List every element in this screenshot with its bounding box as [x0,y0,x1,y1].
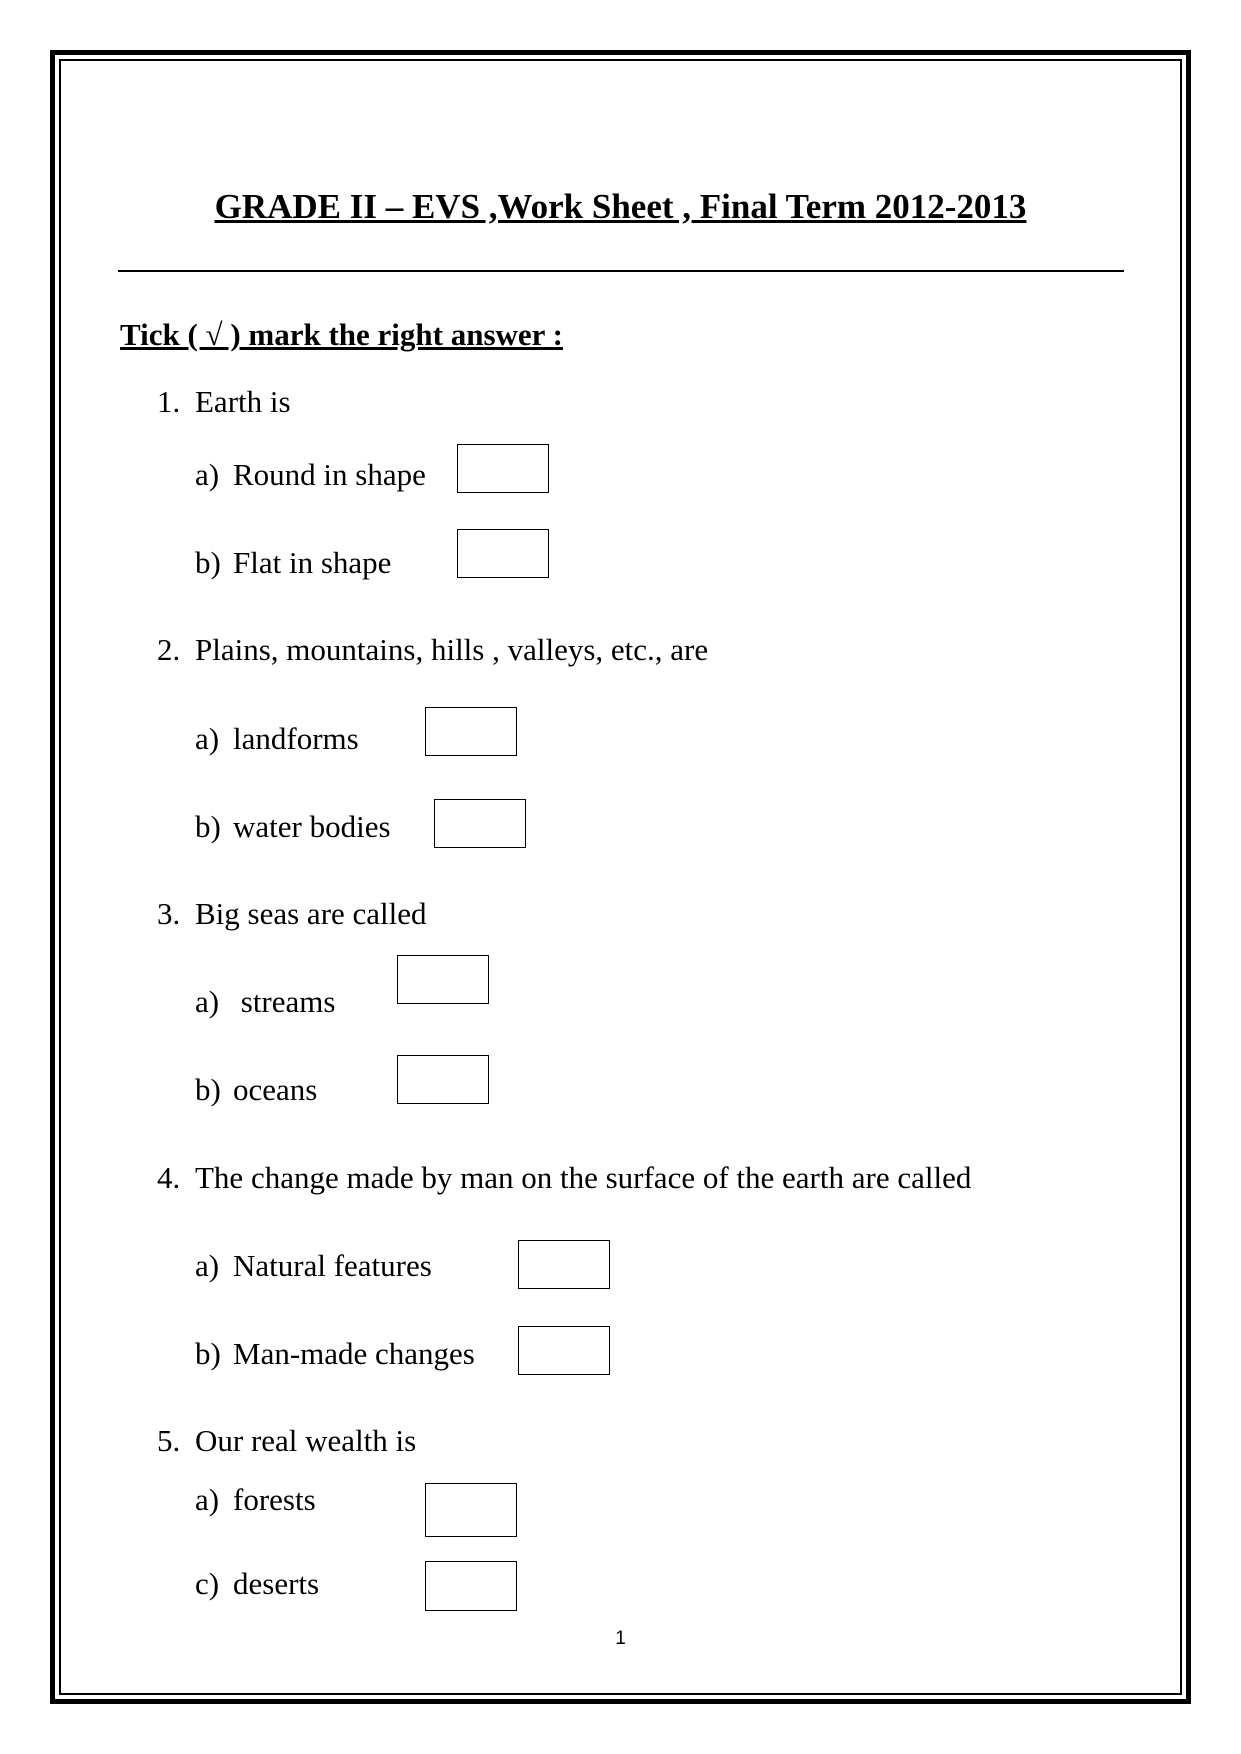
option-text: Man-made changes [233,1336,475,1371]
option-letter: a) [195,984,220,1019]
option-text: Round in shape [233,457,426,492]
question-number: 5. [157,1423,181,1458]
answer-box-5a[interactable] [425,1483,517,1537]
question-number: 3. [157,896,181,931]
answer-box-4b[interactable] [518,1326,610,1375]
option-text: Flat in shape [233,545,392,580]
answer-box-4a[interactable] [518,1240,610,1289]
answer-box-3b[interactable] [397,1055,489,1104]
option-letter: a) [195,1248,220,1283]
question-number: 2. [157,632,181,667]
option-text: oceans [233,1072,318,1107]
option-letter: b) [195,809,221,844]
option-letter: b) [195,1072,221,1107]
option-5a [195,1483,316,1517]
option-text: deserts [233,1566,320,1601]
question-4 [157,1161,971,1195]
question-2 [157,633,708,667]
option-1a [195,458,426,492]
question-text: Plains, mountains, hills , valleys, etc., are [195,632,709,667]
question-3 [157,897,427,931]
option-letter: b) [195,545,221,580]
option-4b [195,1337,475,1371]
worksheet-title: GRADE II – EVS ,Work Sheet , Final Term 2012-2013 [214,187,1027,226]
option-letter: a) [195,721,220,756]
question-number: 1. [157,384,181,419]
question-5 [157,1424,416,1458]
question-text: Our real wealth is [195,1423,417,1458]
answer-box-1a[interactable] [457,444,549,493]
answer-box-2a[interactable] [425,707,517,756]
answer-box-1b[interactable] [457,529,549,578]
title-divider [118,270,1124,272]
option-2b [195,810,391,844]
option-3b [195,1073,317,1107]
option-2a [195,722,359,756]
option-text: streams [233,984,336,1019]
answer-box-2b[interactable] [434,799,526,848]
option-4a [195,1249,432,1283]
instruction-heading: Tick ( √ ) mark the right answer : [120,317,563,352]
option-5c [195,1567,319,1601]
option-text: landforms [233,721,359,756]
option-text: water bodies [233,809,391,844]
option-letter: a) [195,1482,220,1517]
question-1 [157,385,291,419]
answer-box-5c[interactable] [425,1561,517,1611]
option-3a [195,985,335,1019]
answer-box-3a[interactable] [397,955,489,1004]
page-number: 1 [615,1628,626,1649]
option-text: forests [233,1482,316,1517]
question-text: Big seas are called [195,896,427,931]
option-text: Natural features [233,1248,432,1283]
question-text: Earth is [195,384,291,419]
question-number: 4. [157,1160,181,1195]
option-letter: a) [195,457,220,492]
option-letter: c) [195,1566,220,1601]
option-letter: b) [195,1336,221,1371]
option-1b [195,546,391,580]
question-text: The change made by man on the surface of the earth are called [195,1160,972,1195]
